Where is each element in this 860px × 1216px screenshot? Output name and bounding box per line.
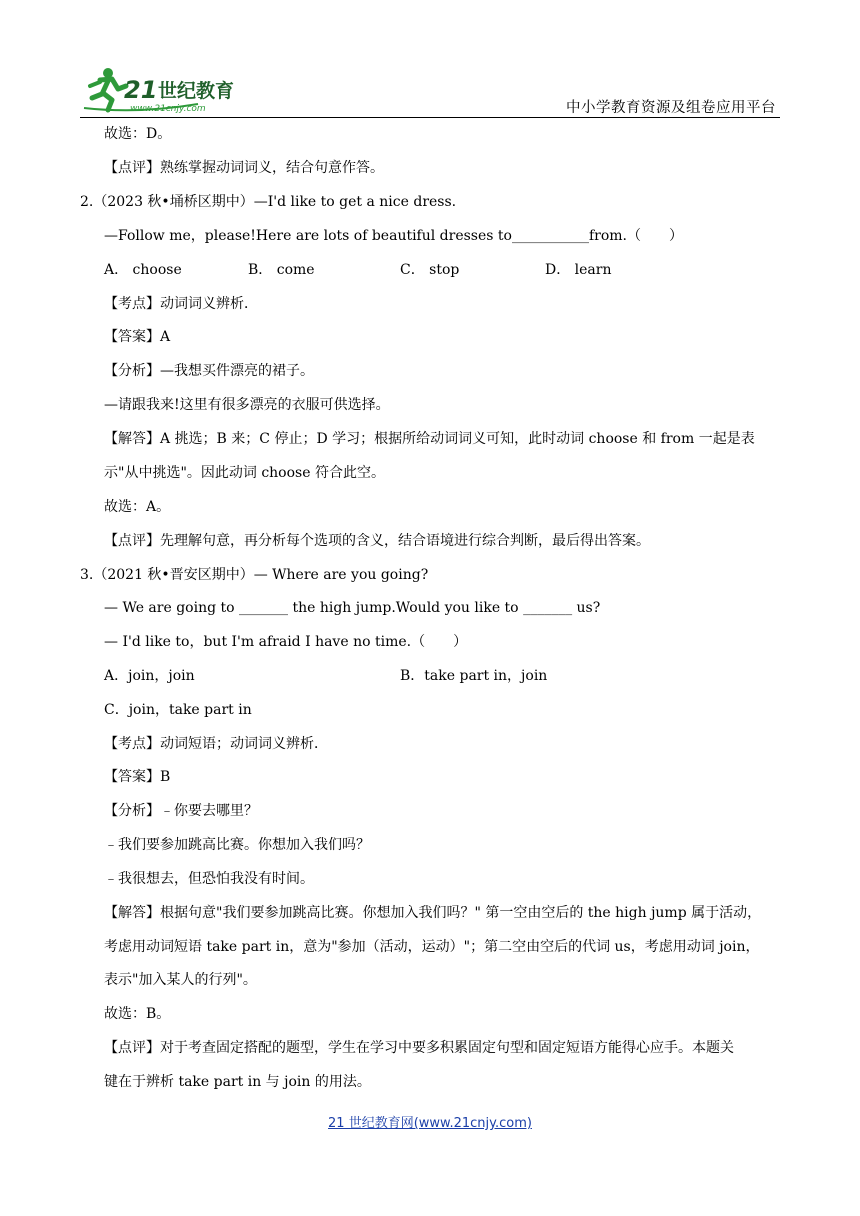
header-divider (80, 117, 780, 118)
question-2-solution-2: 示"从中挑选"。因此动词 choose 符合此空。 (104, 465, 385, 481)
question-3-solution-2: 考虑用动词短语 take part in，意为"参加（活动，运动）"；第二空由空后的代词 us，考虑用动词 join， (104, 939, 760, 955)
question-3-kaodian: 【考点】动词短语；动词词义辨析． (104, 736, 328, 752)
question-2-analysis-2: —请跟我来!这里有很多漂亮的衣服可供选择。 (104, 397, 390, 413)
answer-choice-line: 故选：D。 (104, 126, 172, 142)
question-3-solution-3: 表示"加入某人的行列"。 (104, 972, 257, 988)
question-3-analysis-1: 【分析】﹣你要去哪里？ (104, 803, 258, 819)
question-2-kaodian: 【考点】动词词义辨析． (104, 296, 258, 312)
comment-line: 【点评】熟练掌握动词词义，结合句意作答。 (104, 160, 384, 176)
question-3-stem: 3.（2021 秋•晋安区期中）— Where are you going? (80, 567, 429, 583)
question-2-choice: 故选：A。 (104, 499, 171, 515)
question-2-answer: 【答案】A (104, 329, 171, 345)
question-2-option-d: D． learn (545, 262, 612, 278)
question-3-option-c: C．join，take part in (104, 702, 252, 718)
question-3-solution-1: 【解答】根据句意"我们要参加跳高比赛。你想加入我们吗？" 第一空由空后的 the high jump 属于活动， (104, 905, 762, 921)
page-header (78, 62, 780, 118)
question-2-stem: 2.（2023 秋•埇桥区期中）—I'd like to get a nice dress. (80, 194, 457, 210)
question-2-comment: 【点评】先理解句意，再分析每个选项的含义，结合语境进行综合判断，最后得出答案。 (104, 533, 650, 549)
question-3-line-2: — We are going to _______ the high jump.Would you like to _______ us? (104, 600, 601, 616)
question-3-option-b: B．take part in，join (400, 668, 548, 684)
footer-site-link[interactable]: 21 世纪教育网(www.21cnjy.com) (328, 1116, 532, 1131)
question-2-solution-1: 【解答】A 挑选；B 来；C 停止；D 学习；根据所给动词词义可知，此时动词 choose 和 from 一起是表 (104, 431, 755, 447)
brand-logo (78, 64, 268, 116)
page-footer (0, 1112, 860, 1131)
question-2-line-2: —Follow me，please!Here are lots of beautiful dresses to___________from.（ ） (104, 228, 683, 244)
question-3-comment-1: 【点评】对于考查固定搭配的题型，学生在学习中要多积累固定句型和固定短语方能得心应手。本题关 (104, 1040, 734, 1056)
platform-title: 中小学教育资源及组卷应用平台 (566, 100, 776, 116)
question-3-analysis-2: ﹣我们要参加跳高比赛。你想加入我们吗？ (104, 837, 370, 853)
svg-text:世纪教育: 世纪教育 (158, 80, 235, 102)
question-2-analysis-1: 【分析】—我想买件漂亮的裙子。 (104, 363, 314, 379)
question-2-option-c: C． stop (400, 262, 460, 278)
runner-logo-icon (78, 64, 268, 116)
question-3-line-3: — I'd like to，but I'm afraid I have no time.（ ） (104, 634, 468, 650)
question-2-option-b: B． come (248, 262, 315, 278)
question-3-answer: 【答案】B (104, 769, 171, 785)
question-3-choice: 故选：B。 (104, 1006, 171, 1022)
question-3-comment-2: 键在于辨析 take part in 与 join 的用法。 (104, 1074, 371, 1090)
question-3-option-a: A．join，join (104, 668, 195, 684)
svg-text:www.21cnjy.com: www.21cnjy.com (130, 104, 206, 114)
question-3-analysis-3: ﹣我很想去，但恐怕我没有时间。 (104, 871, 314, 887)
svg-text:21: 21 (124, 76, 158, 104)
question-2-option-a: A． choose (104, 262, 182, 278)
